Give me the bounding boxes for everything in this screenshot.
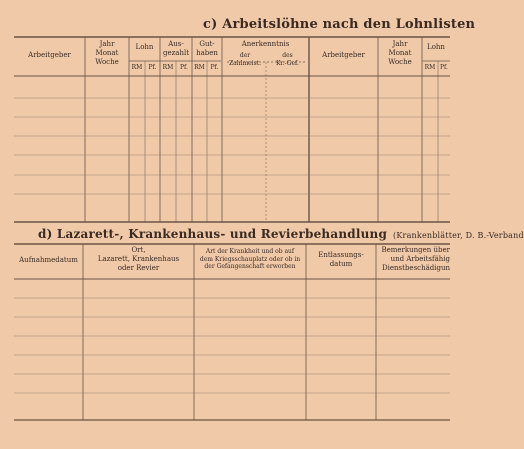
header-pf-ausgezahlt: Pf. [180,64,188,71]
header-rm-ausgezahlt: RM [162,64,174,71]
header-rm-guthaben: RM [194,64,205,71]
section-d-subtitle: (Krankenblätter, D. B.-Verband [393,231,524,240]
header-art-der-krankheit: Art der Krankheit und ob auf dem Kriegsschauplatz oder ob in der Gefangenschaft erworben [199,248,301,270]
header-bemerkungen: Bemerkungen über und Arbeitsfähig Dienstbeschädigun [381,246,450,272]
header-anerkenntnis: Anerkenntnis [241,40,290,48]
header-pf-lohn: Pf. [148,64,157,71]
header-arbeitgeber: Arbeitgeber [28,51,71,59]
header-guthaben: Gut- haben [196,40,218,57]
header-lohn: Lohn [135,43,154,51]
header-pf-lohn-2: Pf. [440,64,448,71]
header-jahr-monat-woche: Jahr Monat Woche [95,40,119,66]
header-der-zahlmeist: der Zahlmeist. [228,52,262,67]
header-ausgezahlt: Aus- gezahlt [162,40,190,57]
section-d-title [38,227,524,241]
header-jahr-monat-woche-2: Jahr Monat Woche [388,40,412,66]
header-pf-guthaben: Pf. [210,64,219,71]
header-lohn-2: Lohn [427,43,445,51]
header-ort-lazarett: Ort, Lazarett, Krankenhaus oder Revier [97,246,180,272]
header-entlassungsdatum: Entlassungs- datum [318,251,364,268]
header-rm-lohn: RM [131,64,143,71]
header-aufnahmedatum: Aufnahmedatum [19,256,78,264]
section-d-title-text: d) Lazarett-, Krankenhaus- und Revierbehandlung [38,227,388,241]
header-arbeitgeber-2: Arbeitgeber [322,51,365,59]
header-des-kr-gef: des Kr.-Gef. [276,52,299,67]
header-rm-lohn-2: RM [424,64,436,71]
section-c-title: c) Arbeitslöhne nach den Lohnlisten [203,17,476,32]
